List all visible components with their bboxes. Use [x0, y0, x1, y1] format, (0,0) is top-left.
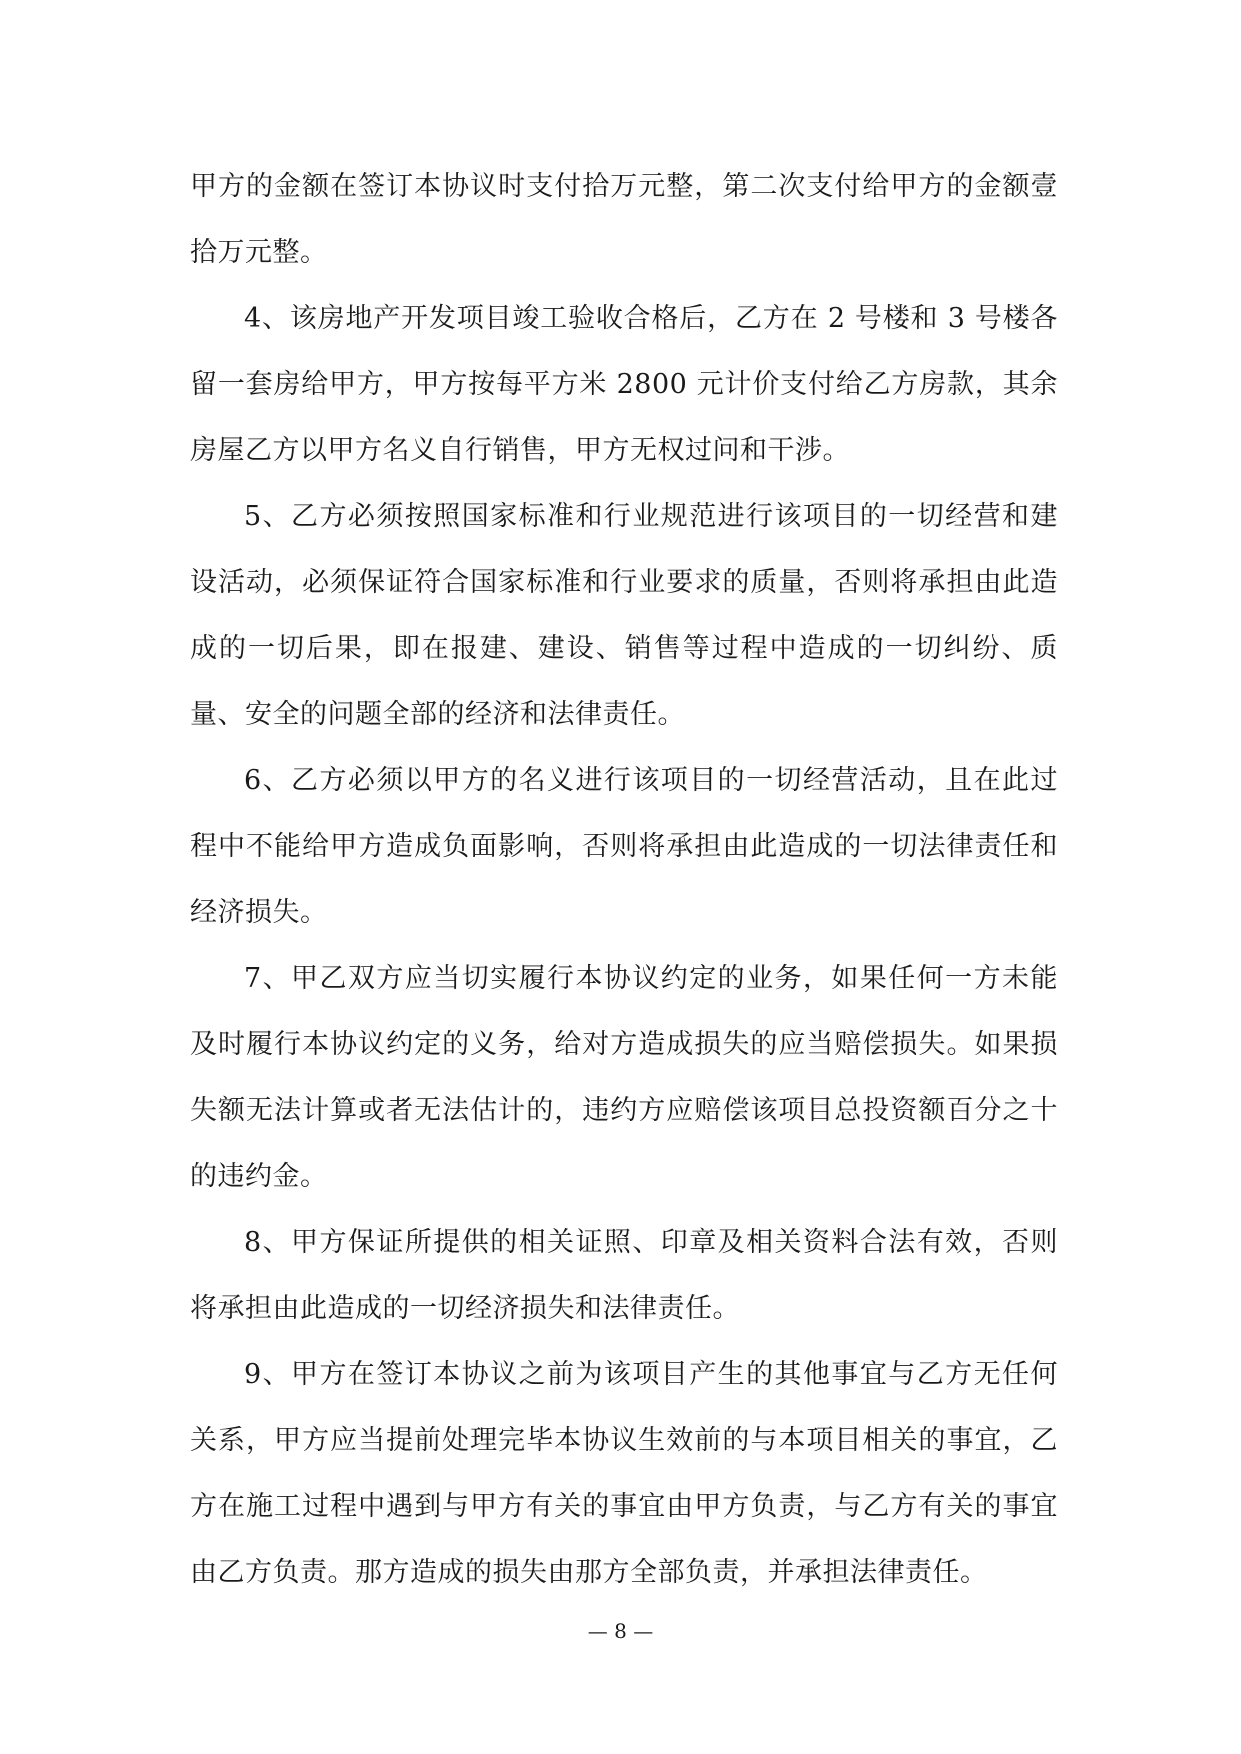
- paragraph-clause-6: 6、乙方必须以甲方的名义进行该项目的一切经营活动，且在此过程中不能给甲方造成负面影响，否则将承担由此造成的一切法律责任和经济损失。: [190, 765, 1058, 928]
- paragraph-clause-4: 4、该房地产开发项目竣工验收合格后，乙方在 2 号楼和 3 号楼各留一套房给甲方，甲方按每平方米 2800 元计价支付给乙方房款，其余房屋乙方以甲方名义自行销售，甲方无权过问和干涉。: [190, 303, 1058, 466]
- document-body: [190, 154, 1058, 1606]
- paragraph-clause-7: 7、甲乙双方应当切实履行本协议约定的业务，如果任何一方未能及时履行本协议约定的义务，给对方造成损失的应当赔偿损失。如果损失额无法计算或者无法估计的，违约方应赔偿该项目总投资额百分之十的违约金。: [190, 963, 1058, 1192]
- paragraph-clause-8: 8、甲方保证所提供的相关证照、印章及相关资料合法有效，否则将承担由此造成的一切经济损失和法律责任。: [190, 1227, 1058, 1324]
- paragraph-clause-5: 5、乙方必须按照国家标准和行业规范进行该项目的一切经营和建设活动，必须保证符合国家标准和行业要求的质量，否则将承担由此造成的一切后果，即在报建、建设、销售等过程中造成的一切纠纷、质量、安全的问题全部的经济和法律责任。: [190, 501, 1058, 730]
- paragraph-continuation: 甲方的金额在签订本协议时支付拾万元整，第二次支付给甲方的金额壹拾万元整。: [190, 171, 1058, 268]
- paragraph-clause-9: 9、甲方在签订本协议之前为该项目产生的其他事宜与乙方无任何关系，甲方应当提前处理完毕本协议生效前的与本项目相关的事宜，乙方在施工过程中遇到与甲方有关的事宜由甲方负责，与乙方有关的事宜由乙方负责。那方造成的损失由那方全部负责，并承担法律责任。: [190, 1359, 1058, 1588]
- page-number: — 8 —: [587, 1619, 654, 1643]
